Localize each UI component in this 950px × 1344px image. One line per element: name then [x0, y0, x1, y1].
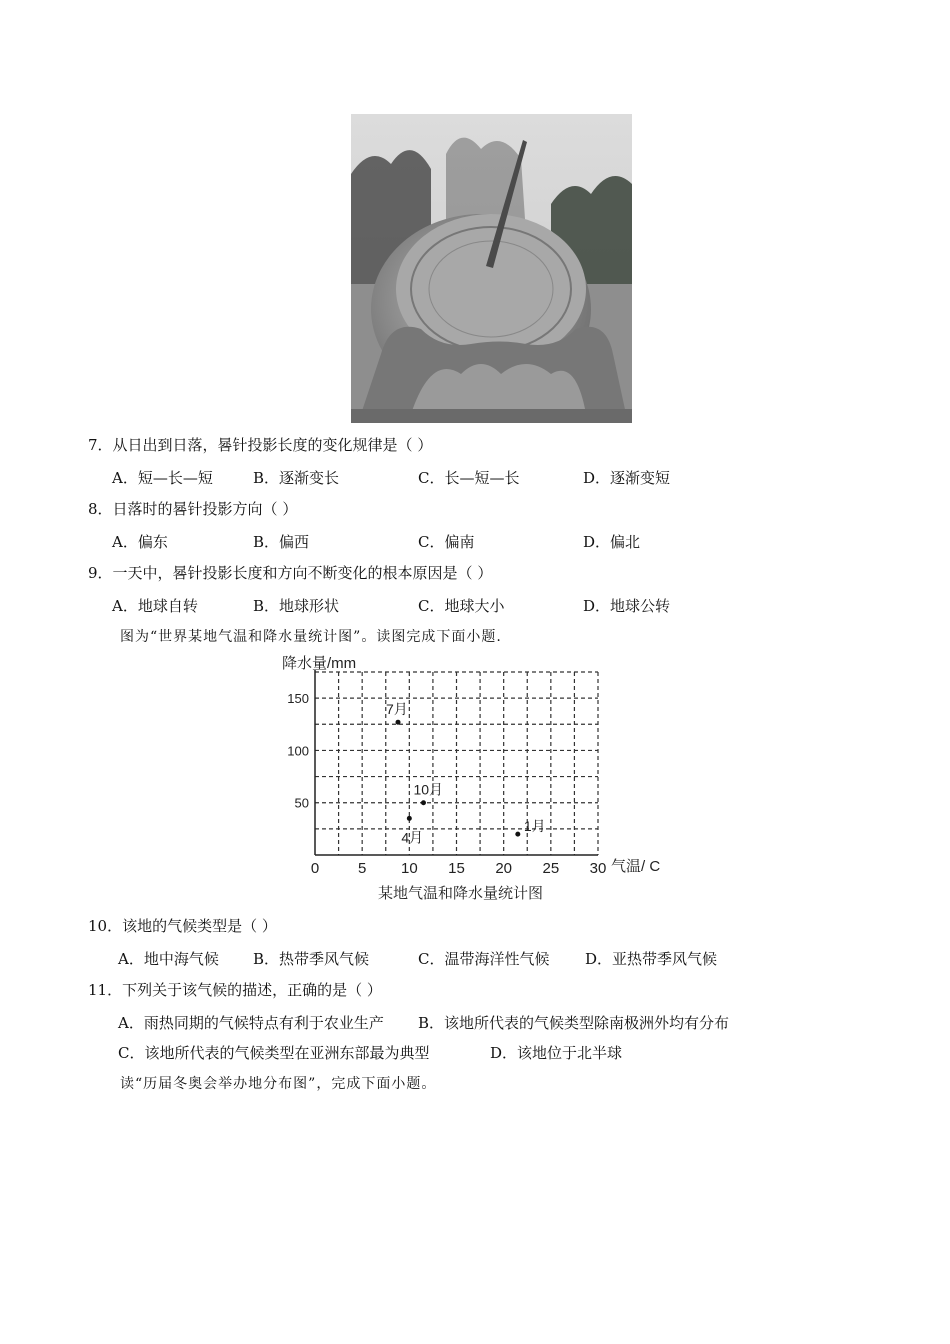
sundial-photo — [351, 114, 632, 423]
q11-option-a[interactable]: A．雨热同期的气候特点有利于农业生产 — [118, 1014, 384, 1032]
question-8-stem: 8．日落时的晷针投影方向（ ） — [88, 500, 298, 518]
q11-option-b[interactable]: B．该地所代表的气候类型除南极洲外均有分布 — [418, 1014, 730, 1032]
question-7-stem: 7．从日出到日落，晷针投影长度的变化规律是（ ） — [88, 436, 433, 454]
q10-option-c[interactable]: C．温带海洋性气候 — [418, 950, 550, 968]
chart-caption: 某地气温和降水量统计图 — [378, 885, 544, 902]
data-point-label: 10月 — [413, 781, 444, 798]
y-tick-label: 100 — [287, 743, 309, 759]
x-tick-label: 30 — [589, 860, 607, 877]
q8-option-c[interactable]: C．偏南 — [418, 533, 475, 551]
x-axis-label: 气温/ C — [611, 858, 661, 875]
x-tick-labels — [311, 860, 607, 877]
data-points — [386, 701, 546, 845]
q11-option-c[interactable]: C．该地所代表的气候类型在亚洲东部最为典型 — [118, 1044, 430, 1062]
data-point — [396, 720, 401, 725]
q7-option-b[interactable]: B．逐渐变长 — [253, 469, 340, 487]
x-tick-label: 20 — [495, 860, 513, 877]
x-tick-label: 0 — [310, 860, 320, 877]
x-tick-label: 25 — [542, 860, 560, 877]
data-point-label: 1月 — [523, 818, 546, 835]
q11-option-d[interactable]: D．该地位于北半球 — [490, 1044, 623, 1062]
chart-grid — [315, 672, 598, 855]
y-tick-label: 50 — [294, 795, 309, 811]
data-point-label: 4月 — [401, 829, 424, 846]
y-axis-label: 降水量/mm — [282, 655, 357, 672]
x-tick-label: 10 — [400, 860, 418, 877]
x-tick-label: 15 — [448, 860, 465, 877]
chart-intro-text: 图为“世界某地气温和降水量统计图”。读图完成下面小题. — [120, 629, 502, 645]
data-point — [407, 816, 412, 821]
q7-option-c[interactable]: C．长—短—长 — [418, 469, 520, 487]
question-10-stem: 10．该地的气候类型是（ ） — [88, 917, 277, 935]
map-intro-text: 读“历届冬奥会举办地分布图”，完成下面小题。 — [120, 1076, 437, 1092]
data-point-label: 7月 — [386, 701, 408, 718]
q9-option-c[interactable]: C．地球大小 — [418, 597, 505, 615]
climate-chart — [270, 650, 680, 905]
q7-option-d[interactable]: D．逐渐变短 — [583, 469, 671, 487]
y-tick-label: 150 — [287, 691, 309, 707]
q8-option-d[interactable]: D．偏北 — [583, 533, 641, 551]
q10-option-a[interactable]: A．地中海气候 — [118, 950, 219, 968]
data-point — [515, 832, 520, 837]
q7-option-a[interactable]: A．短—长—短 — [112, 469, 213, 487]
question-9-stem: 9．一天中，晷针投影长度和方向不断变化的根本原因是（ ） — [88, 564, 493, 582]
question-11-stem: 11．下列关于该气候的描述，正确的是（ ） — [88, 981, 382, 999]
q8-option-b[interactable]: B．偏西 — [253, 533, 310, 551]
q9-option-b[interactable]: B．地球形状 — [253, 597, 340, 615]
x-tick-label: 5 — [357, 860, 367, 877]
q10-option-d[interactable]: D．亚热带季风气候 — [585, 950, 718, 968]
data-point — [421, 800, 426, 805]
q10-option-b[interactable]: B．热带季风气候 — [253, 950, 370, 968]
y-tick-labels — [287, 691, 309, 811]
q8-option-a[interactable]: A．偏东 — [112, 533, 168, 551]
q9-option-d[interactable]: D．地球公转 — [583, 597, 671, 615]
q9-option-a[interactable]: A．地球自转 — [112, 597, 198, 615]
